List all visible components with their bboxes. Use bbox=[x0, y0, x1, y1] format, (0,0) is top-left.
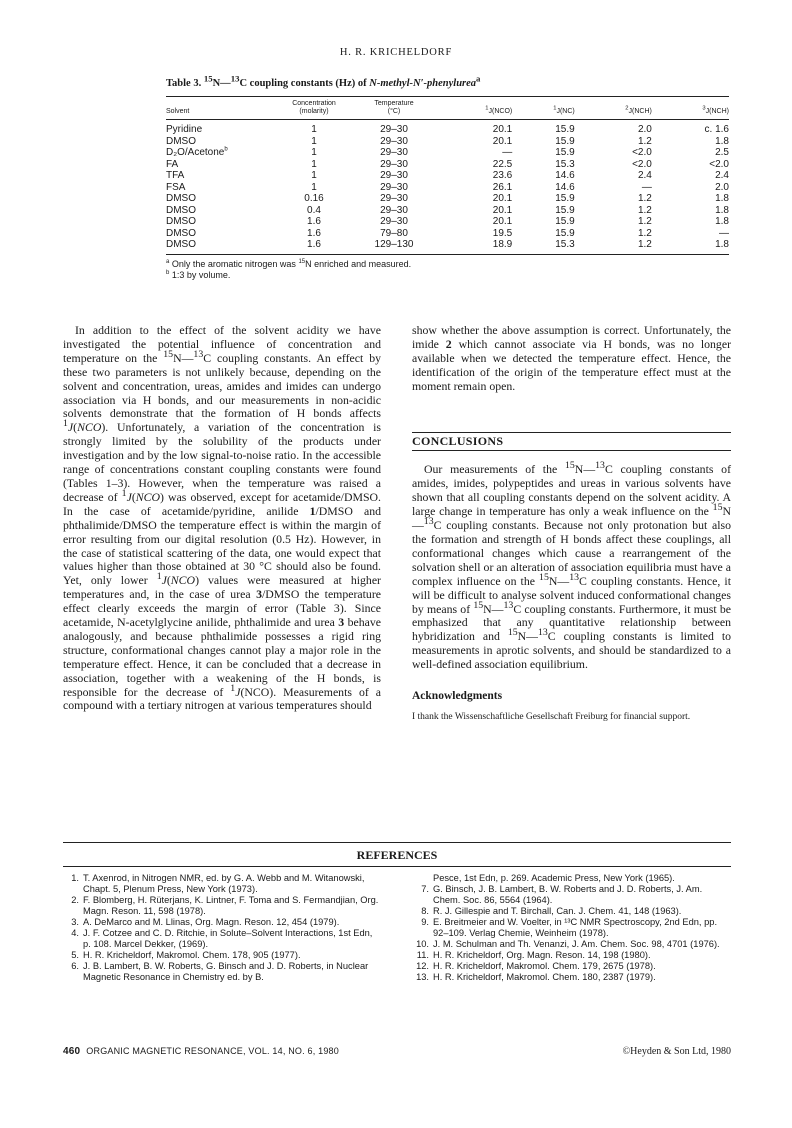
table-cell: DMSO bbox=[166, 227, 196, 239]
table-cell: 29–30 bbox=[380, 124, 408, 135]
table-cell: 29–30 bbox=[380, 193, 408, 204]
references-section bbox=[63, 842, 731, 983]
table-cell: 20.1 bbox=[492, 216, 513, 227]
reference-text: H. R. Kricheldorf, Org. Magn. Reson. 14, 198 (1980). bbox=[433, 950, 651, 960]
table-row bbox=[166, 159, 729, 171]
table-cell: 15.9 bbox=[555, 124, 575, 135]
table-cell: 1.6 bbox=[307, 227, 321, 239]
reference-item bbox=[413, 873, 731, 884]
table-cell: 15.9 bbox=[555, 204, 575, 216]
table-cell: — bbox=[502, 147, 513, 158]
table-cell: 1.6 bbox=[307, 239, 321, 250]
reference-number: 6. bbox=[71, 961, 79, 971]
table-cell: DMSO bbox=[166, 193, 196, 204]
left-column bbox=[63, 324, 381, 713]
reference-number: 13. bbox=[416, 972, 429, 982]
table-cell: 29–30 bbox=[380, 135, 408, 147]
table-cell: 26.1 bbox=[492, 181, 513, 193]
table-cell: 14.6 bbox=[555, 181, 575, 193]
table-cell: 15.9 bbox=[555, 135, 575, 147]
table-cell: 15.3 bbox=[555, 158, 575, 170]
reference-item bbox=[63, 928, 381, 950]
table-cell: 2.0 bbox=[715, 181, 729, 193]
header-j-nch-2: $^2$J(NCH) bbox=[625, 105, 652, 115]
table-cell: <2.0 bbox=[632, 147, 652, 158]
reference-number: 7. bbox=[421, 884, 429, 894]
conclusions-heading: CONCLUSIONS bbox=[412, 433, 731, 452]
reference-item bbox=[63, 961, 381, 983]
table-cell: Pyridine bbox=[166, 124, 203, 135]
acknowledgments-text: I thank the Wissenschaftliche Gesellschaft Freiburg for financial support. bbox=[412, 711, 691, 722]
reference-text: H. R. Kricheldorf, Makromol. Chem. 180, 2387 (1979). bbox=[433, 972, 656, 982]
table-cell: 15.3 bbox=[555, 239, 575, 250]
table-cell: 1 bbox=[311, 147, 317, 158]
table-cell: 22.5 bbox=[492, 158, 513, 170]
table-cell: 15.9 bbox=[555, 193, 575, 204]
table-cell: c. 1.6 bbox=[704, 124, 729, 135]
header-j-nco: $^1$J(NCO) bbox=[485, 105, 513, 115]
header-j-nch-3: $^3$J(NCH) bbox=[702, 105, 729, 115]
table-row bbox=[166, 136, 729, 148]
table-cell: 15.9 bbox=[555, 216, 575, 227]
reference-text: J. M. Schulman and Th. Venanzi, J. Am. Chem. Soc. 98, 4701 (1976). bbox=[433, 939, 720, 949]
reference-text: H. R. Kricheldorf, Makromol. Chem. 179, 2675 (1978). bbox=[433, 961, 656, 971]
header-j-nc: $^1$J(NC) bbox=[553, 105, 575, 115]
table-cell: D₂O/Acetone$^b$ bbox=[166, 146, 228, 158]
table-row bbox=[166, 147, 729, 159]
table-cell: 1.2 bbox=[637, 135, 652, 147]
reference-text: G. Binsch, J. B. Lambert, B. W. Roberts and J. D. Roberts, J. Am. Chem. Soc. 86, 5564 (1964). bbox=[433, 884, 703, 905]
table-caption-label: Table 3. bbox=[166, 78, 202, 89]
table-caption: Table 3. $^{15}$N—$^{13}$C coupling constants (Hz) of N-methyl-N′-phenylurea$^a$ bbox=[166, 73, 481, 89]
acknowledgments-heading: Acknowledgments bbox=[412, 690, 503, 703]
table-cell: 1.2 bbox=[637, 239, 652, 250]
reference-item bbox=[413, 939, 731, 950]
table-cell: 29–30 bbox=[380, 216, 408, 227]
table-cell: 1.2 bbox=[637, 193, 652, 204]
table-row bbox=[166, 120, 729, 136]
footer-copyright: ©Heyden & Son Ltd, 1980 bbox=[622, 1046, 731, 1057]
table-cell: <2.0 bbox=[709, 158, 729, 170]
reference-text: J. F. Cotzee and C. D. Ritchie, in Solute–Solvent Interactions, 1st Edn, p. 108. Marcel Dekker, (1969). bbox=[83, 928, 373, 949]
reference-text: E. Breitmeier and W. Voelter, in ¹³C NMR Spectroscopy, 2nd Edn, pp. 92–109. Verlag Chemie, Weinheim (1978). bbox=[433, 917, 718, 938]
table-header-row bbox=[166, 97, 729, 120]
table-cell: 79–80 bbox=[380, 227, 408, 239]
reference-text: H. R. Kricheldorf, Makromol. Chem. 178, 905 (1977). bbox=[83, 950, 301, 960]
table-row bbox=[166, 182, 729, 194]
reference-item bbox=[63, 873, 381, 895]
table-note-a: $^a$ Only the aromatic nitrogen was $^{15}$N enriched and measured. bbox=[166, 258, 412, 269]
reference-item bbox=[413, 961, 731, 972]
reference-text: A. DeMarco and M. Llinas, Org. Magn. Reson. 12, 454 (1979). bbox=[83, 917, 340, 927]
reference-item bbox=[63, 895, 381, 917]
table-row bbox=[166, 193, 729, 205]
table-cell: 1.8 bbox=[715, 193, 729, 204]
table-cell: 15.9 bbox=[555, 227, 575, 239]
table-cell: 1.8 bbox=[715, 135, 729, 147]
table-cell: 0.4 bbox=[307, 204, 321, 216]
table-cell: 20.1 bbox=[492, 124, 513, 135]
table-cell: 15.9 bbox=[555, 147, 575, 158]
reference-text: F. Blomberg, H. Rüterjans, K. Lintner, F. Toma and S. Fermandjian, Org. Magn. Reson. 11, 598 (1978). bbox=[83, 895, 379, 916]
table-cell: 29–30 bbox=[380, 158, 408, 170]
reference-item bbox=[63, 950, 381, 961]
reference-text: J. B. Lambert, B. W. Roberts, G. Binsch and J. D. Roberts, in Nuclear Magnetic Resonance in Chemistry ed. by B. bbox=[83, 961, 369, 982]
reference-number: 12. bbox=[416, 961, 429, 971]
coupling-constants-table bbox=[166, 96, 729, 255]
table-cell: 2.5 bbox=[715, 147, 729, 158]
table-cell: 1 bbox=[311, 124, 317, 135]
table-row bbox=[166, 216, 729, 228]
table-cell: DMSO bbox=[166, 239, 196, 250]
reference-number: 8. bbox=[421, 906, 429, 916]
page-number: 460 bbox=[63, 1046, 81, 1057]
reference-text: Pesce, 1st Edn, p. 269. Academic Press, New York (1965). bbox=[433, 873, 675, 883]
table-cell: 1 bbox=[311, 135, 317, 147]
table-cell: 18.9 bbox=[492, 239, 513, 250]
table-cell: — bbox=[641, 181, 652, 193]
reference-number: 3. bbox=[71, 917, 79, 927]
header-temperature: Temperature (°C) bbox=[374, 100, 414, 115]
reference-item bbox=[63, 917, 381, 928]
references-heading: REFERENCES bbox=[63, 842, 731, 867]
right-column bbox=[412, 324, 731, 723]
table-cell: FA bbox=[166, 158, 179, 170]
reference-number: 2. bbox=[71, 895, 79, 905]
table-cell: DMSO bbox=[166, 135, 196, 147]
table-cell: 1.2 bbox=[637, 227, 652, 239]
reference-number: 5. bbox=[71, 950, 79, 960]
left-paragraph: In addition to the effect of the solvent acidity we have investigated the potential influence of concentration and temperature on the $^{15}$N—$^{13}$C coupling constants. An effect by these two parameters is not unlikely because, depending on the solvent and concentration, ureas, amides and imides can undergo association via H bonds, and our measurements in non-acidic solvents demonstrate that the formation of H bonds affects $^1$J(NCO). Unfortunately, a variation of the concentration is strongly limited by the solubility of the products under investigation and by the low signal-to-noise ratio. In the accessible range of concentrations constant coupling constants were found (Tables 1–3). However, when the temperature was raised a decrease of $^1$J(NCO) was observed, except for acetamide/DMSO. In the case of acetamide/pyridine, anilide 1/DMSO and phthalimide/DMSO the temperature effect is within the margin of error resulting from our digital resolution (0.5 Hz). However, in the case of statistical scattering of the data, one would expect that values higher than those obtained at 30 °C should also be found. Yet, only lower $^1$J(NCO) values were measured at higher temperatures and, in the case of urea 3/DMSO the temperature effect clearly exceeds the margin of error (Table 3). Since acetamide, N-acetylglycine anilide, phthalimide and urea 3 behave analogously, and because phthalimide possesses a rigid ring structure, conformational changes cannot play a major role in the temperature effect. Hence, it can be concluded that a decrease in association, together with a weakening of the H bonds, is responsible for the decrease of $^1$J(NCO). Measurements of a compound with a tertiary nitrogen at various temperatures should bbox=[63, 323, 382, 713]
reference-item bbox=[413, 972, 731, 983]
reference-number: 10. bbox=[416, 939, 429, 949]
reference-number: 1. bbox=[71, 873, 79, 883]
references-right-column bbox=[413, 873, 731, 983]
table-cell: 29–30 bbox=[380, 147, 408, 158]
reference-number bbox=[413, 873, 433, 884]
table-cell: 1.8 bbox=[715, 239, 729, 250]
reference-number: 11. bbox=[416, 950, 429, 960]
table-row bbox=[166, 205, 729, 217]
table-row bbox=[166, 239, 729, 254]
reference-item bbox=[413, 917, 731, 939]
reference-number: 4. bbox=[71, 928, 79, 938]
table-notes bbox=[166, 259, 729, 281]
conclusions-paragraph: Our measurements of the $^{15}$N—$^{13}$C coupling constants of amides, imides, polypeptides and ureas in various solvents have shown that all coupling constants depend on the solvent acidity. A large change in temperature has only a weak influence on the $^{15}$N—$^{13}$C coupling constants. Because not only protonation but also the formation and strength of H bonds affect these couplings, all conformational changes which cause a rearrangement of the solvation shell or an alteration of association equilibria must have a complex influence on the $^{15}$N—$^{13}$C coupling constants. Hence, it will be difficult to analyse solvent induced conformational changes by means of $^{15}$N—$^{13}$C coupling constants. Furthermore, it must be emphasized that any quantitative relationship between hybridization and $^{15}$N—$^{13}$C coupling constants is limited to measurements in aprotic solvents, and should be standardized to a well-defined association equilibrium. bbox=[412, 460, 732, 672]
table-cell: <2.0 bbox=[632, 158, 652, 170]
table-cell: 1 bbox=[311, 181, 317, 193]
table-cell: 29–30 bbox=[380, 204, 408, 216]
table-note-b: $^b$ 1:3 by volume. bbox=[166, 269, 231, 280]
table-cell: 19.5 bbox=[492, 227, 513, 239]
table-cell: 1 bbox=[311, 170, 317, 181]
table-cell: — bbox=[719, 227, 729, 239]
footer-journal: 460 ORGANIC MAGNETIC RESONANCE, VOL. 14, NO. 6, 1980 bbox=[63, 1046, 339, 1057]
table-cell: 0.16 bbox=[304, 193, 324, 204]
reference-item bbox=[413, 950, 731, 961]
table-cell: 1.8 bbox=[715, 216, 729, 227]
table-block bbox=[166, 73, 729, 281]
table-body bbox=[166, 120, 729, 255]
table-cell: 1 bbox=[311, 158, 317, 170]
table-cell: 20.1 bbox=[492, 204, 513, 216]
table-cell: TFA bbox=[166, 170, 185, 181]
table-caption-text: coupling constants (Hz) of bbox=[249, 78, 367, 89]
reference-item bbox=[413, 906, 731, 917]
right-intro-paragraph: show whether the above assumption is correct. Unfortunately, the imide 2 which cannot associate via H bonds, was no longer available when we detected the temperature effect. Hence, the identification of the origin of the temperature effect must at the moment remain open. bbox=[412, 323, 731, 393]
header-concentration: Concentration (molarity) bbox=[292, 100, 336, 115]
table-cell: 129–130 bbox=[374, 239, 414, 250]
table-cell: 23.6 bbox=[492, 170, 513, 181]
table-cell: 20.1 bbox=[492, 193, 513, 204]
table-cell: DMSO bbox=[166, 216, 196, 227]
reference-number: 9. bbox=[421, 917, 429, 927]
table-cell: 2.4 bbox=[715, 170, 729, 181]
reference-text: T. Axenrod, in Nitrogen NMR, ed. by G. A. Webb and M. Witanowski, Chapt. 5, Plenum Press, New York (1973). bbox=[83, 873, 365, 894]
table-cell: 14.6 bbox=[555, 170, 575, 181]
table-row bbox=[166, 228, 729, 240]
table-cell: FSA bbox=[166, 181, 186, 193]
running-head: H. R. KRICHELDORF bbox=[339, 47, 453, 58]
table-cell: 1.6 bbox=[307, 216, 321, 227]
table-cell: 2.0 bbox=[637, 124, 652, 135]
header-solvent: Solvent bbox=[166, 108, 190, 115]
table-cell: 20.1 bbox=[492, 135, 513, 147]
table-cell: 2.4 bbox=[637, 170, 652, 181]
reference-text: R. J. Gillespie and T. Birchall, Can. J. Chem. 41, 148 (1963). bbox=[433, 906, 682, 916]
table-cell: 1.2 bbox=[637, 204, 652, 216]
reference-item bbox=[413, 884, 731, 906]
table-cell: 29–30 bbox=[380, 170, 408, 181]
table-caption-compound: N-methyl-N′-phenylurea bbox=[369, 78, 477, 89]
references-left-column bbox=[63, 873, 381, 983]
table-cell: 1.2 bbox=[637, 216, 652, 227]
table-cell: 1.8 bbox=[715, 204, 729, 216]
table-row bbox=[166, 170, 729, 182]
table-cell: DMSO bbox=[166, 204, 196, 216]
table-cell: 29–30 bbox=[380, 181, 408, 193]
